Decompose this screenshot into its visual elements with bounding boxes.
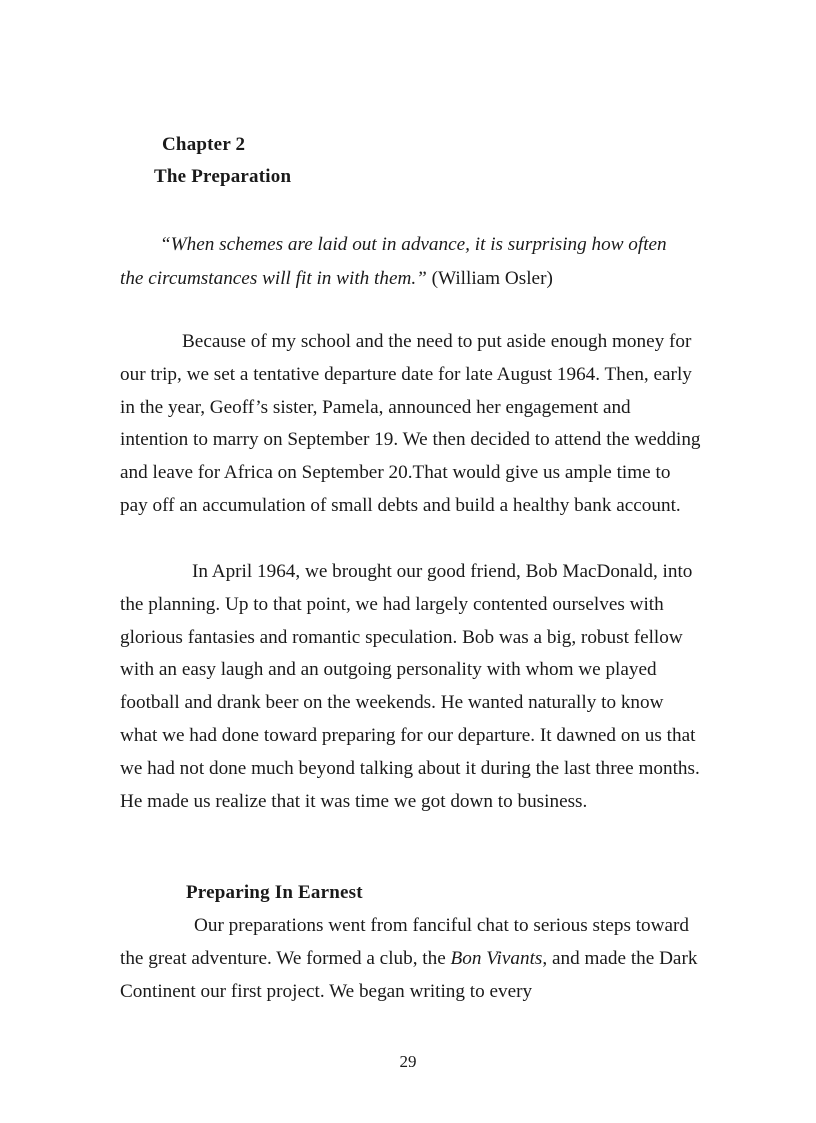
chapter-title: The Preparation [154,166,292,187]
club-name-italic: Bon Vivants [450,947,543,969]
paragraph-1: Because of my school and the need to put aside enough money for our trip, we set a tentative departure date for late August 1964. Then, early in the year, Geoff’s sister, Pamela, announced her engagement and intention to marry on September 19. We then decided to attend the wedding and leave for Africa on September 20.That would give us ample time to pay off an accumulation of small debts and build a healthy bank account. [120,331,701,516]
epigraph [120,228,700,296]
epigraph-attribution: (William Osler) [426,268,553,289]
paragraph-3 [120,910,702,1008]
epigraph-quote-line-2: the circumstances will fit in with them.” [120,268,427,289]
paragraph-2: In April 1964, we brought our good friend, Bob MacDonald, into the planning. Up to that point, we had largely contented ourselves with glorious fantasies and romantic speculation. Bob was a big, robust fellow with an easy laugh and an outgoing personality with whom we played football and drank beer on the weekends. He wanted naturally to know what we had done toward preparing for our departure. It dawned on us that we had not done much beyond talking about it during the last three months. He made us realize that it was time we got down to business. [120,561,700,812]
page-number: 29 [399,1052,417,1071]
section-heading: Preparing In Earnest [186,882,363,903]
epigraph-quote-line-1: “When schemes are laid out in advance, it is surprising how often [160,234,667,255]
paragraph-3-text-start: Our preparations went from fanciful chat to serious steps toward the great adventure. We formed a club, the [120,915,689,969]
paragraph-3-text-end: , and made the Dark Continent our first project. We began writing to every [120,947,698,1002]
chapter-number: Chapter 2 [162,134,246,155]
